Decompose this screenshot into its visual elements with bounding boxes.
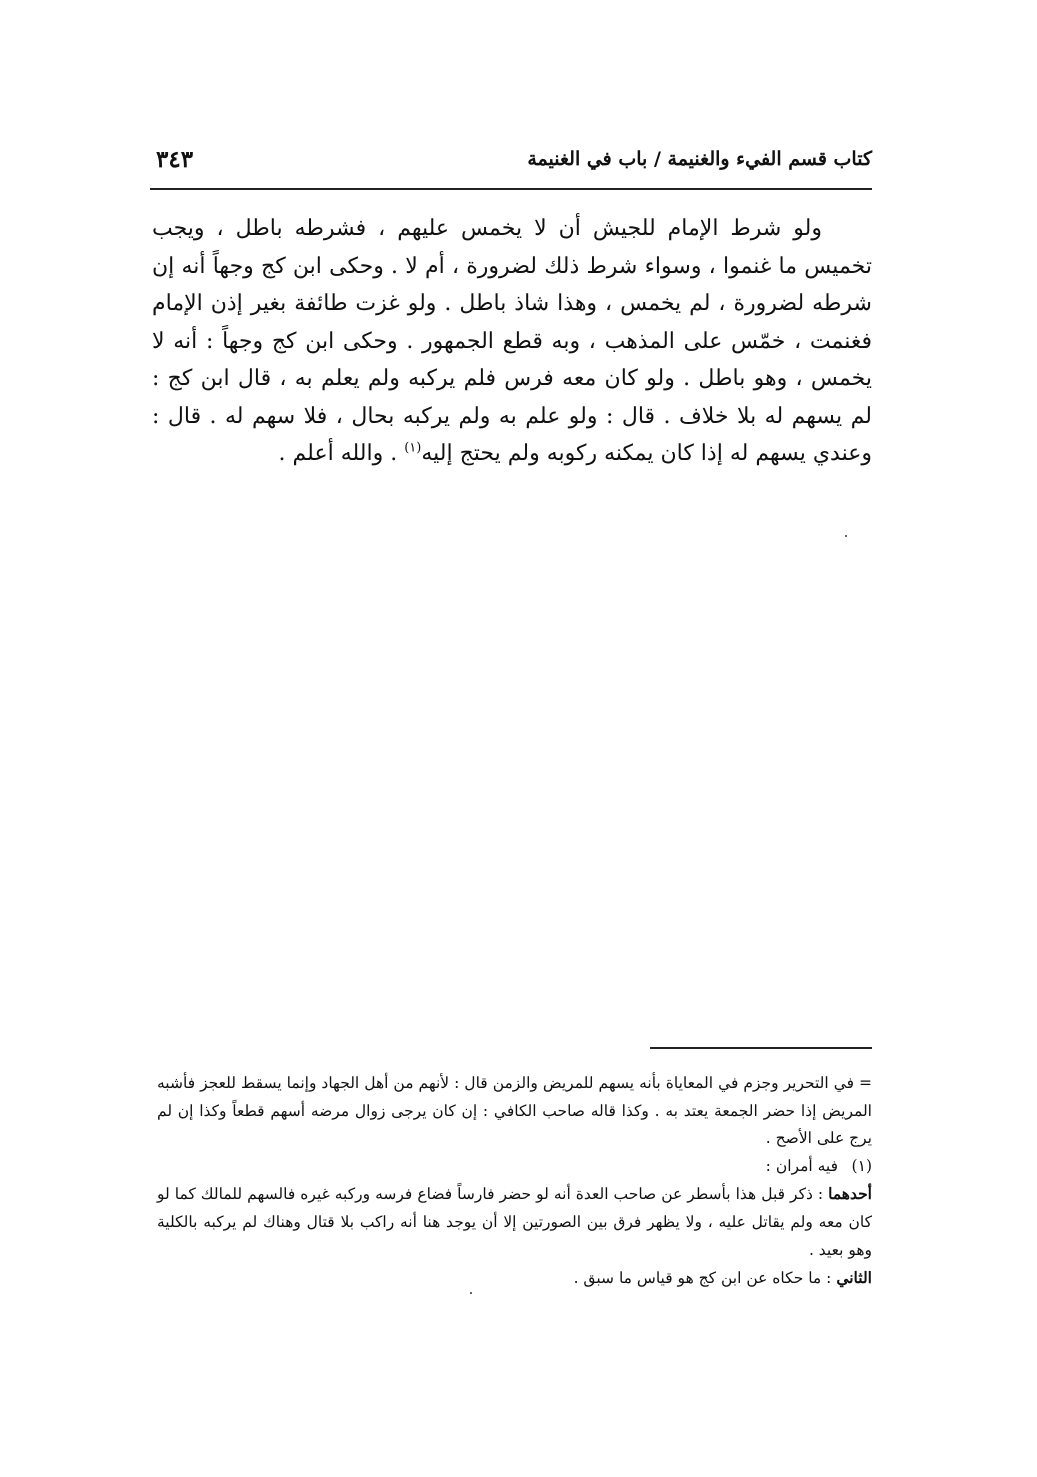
footnotes-section [157,1070,872,1293]
body-text: ولو شرط الإمام للجيش أن لا يخمس عليهم ، فشرطه باطل ، ويجب تخميس ما غنموا ، وسواء شرط ذلك لضرورة ، أم لا . وحكى ابن كج وجهاً أنه إن شرطه لضرورة ، لم يخمس ، وهذا شاذ باطل . ولو غزت طائفة بغير إذن الإمام فغنمت ، خمّس على المذهب ، وبه قطع الجمهور . وحكى ابن كج وجهاً : أنه لا يخمس ، وهو باطل . ولو كان معه فرس فلم يركبه ولم يعلم به ، قال ابن كج : لم يسهم له بلا خلاف . قال : ولو علم به ولم يركبه بحال ، فلا سهم له . قال : وعندي يسهم له إذا كان يمكنه ركوبه ولم يحتج إليه [152,216,872,466]
footnote-1-item-1-lead: أحدهما [828,1184,872,1204]
print-speck [470,1292,472,1294]
footnote-1-item-1 [157,1180,872,1264]
chapter-title: كتاب قسم الفيء والغنيمة / باب في الغنيمة [527,148,872,170]
footnote-1-item-1-text: : ذكر قبل هذا بأسطر عن صاحب العدة أنه لو حضر فارساً فضاع فرسه وركبه غيره فالسهم للمالك كما لو كان معه ولم يقاتل عليه ، ولا يظهر فرق بين الصورتين إلا أن يوجد هنا أنه راكب بلا قتال وهناك لم يركبه بالكلية وهو بعيد . [157,1185,872,1259]
page-number: ٣٤٣ [156,146,194,173]
footnote-separator [650,1047,872,1049]
body-text-end: . والله أعلم . [278,441,405,466]
footnote-1-item-2-text: : ما حكاه عن ابن كج هو قياس ما سبق . [573,1269,837,1288]
running-header [150,148,872,190]
footnote-1-number: (١) [851,1156,872,1175]
footnote-reference: (١) [404,440,422,456]
print-speck [845,535,847,537]
body-paragraph [152,210,872,473]
footnote-1-heading [157,1153,872,1181]
footnote-1-item-2-lead: الثاني [836,1268,872,1288]
footnote-1-item-2 [157,1264,872,1293]
main-body [152,210,872,473]
footnote-1-intro: فيه أمران : [765,1156,838,1175]
footnote-continuation: = في التحرير وجزم في المعاياة بأنه يسهم للمريض والزمن قال : لأنهم من أهل الجهاد وإنما يسقط للعجز فأشبه المريض إذا حضر الجمعة يعتد به . وكذا قاله صاحب الكافي : إن كان يرجى زوال مرضه أسهم قطعاً وكذا إن لم يرج على الأصح . [157,1074,872,1148]
